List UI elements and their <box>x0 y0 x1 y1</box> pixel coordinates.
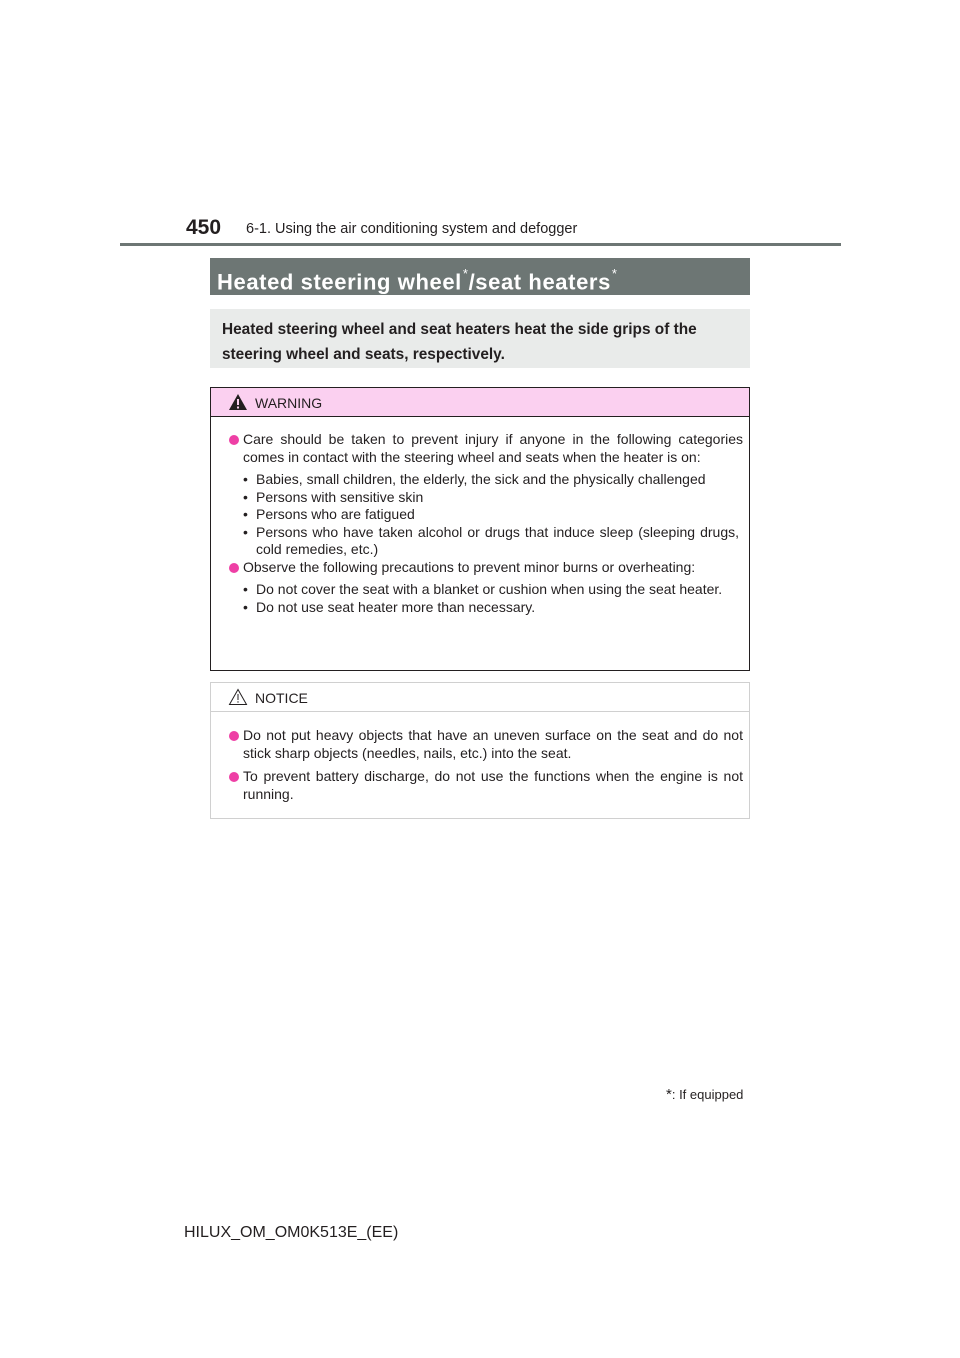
intro-box <box>210 309 750 368</box>
notice-item <box>211 768 749 803</box>
notice-item <box>211 727 749 762</box>
warning-item <box>211 559 749 577</box>
bullet-dot <box>229 435 239 445</box>
intro-text: Heated steering wheel and seat heaters heat the side grips of the steering wheel and seats, respectively. <box>222 321 697 363</box>
notice-triangle-icon <box>228 688 248 706</box>
notice-item-text: Do not put heavy objects that have an uneven surface on the seat and do not stick sharp objects (needles, nails, etc.) into the seat. <box>243 727 743 761</box>
notice-box <box>210 682 750 819</box>
bullet-dot <box>229 563 239 573</box>
bullet-dot <box>229 772 239 782</box>
warning-subitem-text: Persons with sensitive skin <box>256 488 424 505</box>
warning-subitem-text: Persons who have taken alcohol or drugs that induce sleep (sleeping drugs, cold remedies, etc.) <box>256 523 739 557</box>
warning-subitem-text: Do not use seat heater more than necessary. <box>256 598 536 615</box>
footnote-text: : If equipped <box>671 1087 744 1102</box>
footnote-star: * <box>666 1086 672 1103</box>
warning-subitem: • Babies, small children, the elderly, the sick and the physically challenged <box>243 471 706 487</box>
warning-subitem-text: Do not cover the seat with a blanket or cushion when using the seat heater. <box>256 581 723 597</box>
warning-subitem: • Persons who have taken alcohol or drugs that induce sleep (sleeping drugs, cold remedies, etc.) <box>243 523 739 557</box>
title-part-1: Heated steering wheel <box>217 269 462 295</box>
warning-label: WARNING <box>255 395 323 411</box>
document-code: HILUX_OM_OM0K513E_(EE) <box>184 1224 399 1241</box>
warning-header <box>211 388 749 417</box>
title-star-2: * <box>611 266 618 281</box>
warning-item <box>211 431 749 466</box>
warning-item-text: Observe the following precautions to prevent minor burns or overheating: <box>243 558 696 575</box>
bullet-dot <box>229 731 239 741</box>
notice-header <box>211 683 749 712</box>
warning-body <box>211 431 749 616</box>
title-star-1: * <box>462 266 469 281</box>
header-rule <box>120 243 841 246</box>
page-number: 450 <box>186 216 222 239</box>
warning-subitem-text: Babies, small children, the elderly, the sick and the physically challenged <box>256 471 706 487</box>
warning-subitem: • Persons with sensitive skin <box>243 488 424 505</box>
warning-box <box>210 387 750 671</box>
title-part-2: /seat heaters <box>468 269 611 295</box>
notice-body <box>211 727 749 803</box>
section-title: 6-1. Using the air conditioning system and defogger <box>246 221 578 237</box>
warning-item-text: Care should be taken to prevent injury if anyone in the following categories comes in contact with the steering wheel and seats when the heater is on: <box>243 431 743 465</box>
footnote <box>666 1086 743 1103</box>
warning-subitem: • Do not use seat heater more than necessary. <box>243 598 536 615</box>
notice-label: NOTICE <box>255 690 308 706</box>
warning-subitem: • Persons who are fatigued <box>243 506 415 522</box>
warning-triangle-icon <box>228 393 248 411</box>
page-title <box>210 258 750 295</box>
warning-subitem: • Do not cover the seat with a blanket or cushion when using the seat heater. <box>243 581 723 597</box>
notice-item-text: To prevent battery discharge, do not use the functions when the engine is not running. <box>243 768 743 802</box>
warning-subitem-text: Persons who are fatigued <box>256 506 415 522</box>
